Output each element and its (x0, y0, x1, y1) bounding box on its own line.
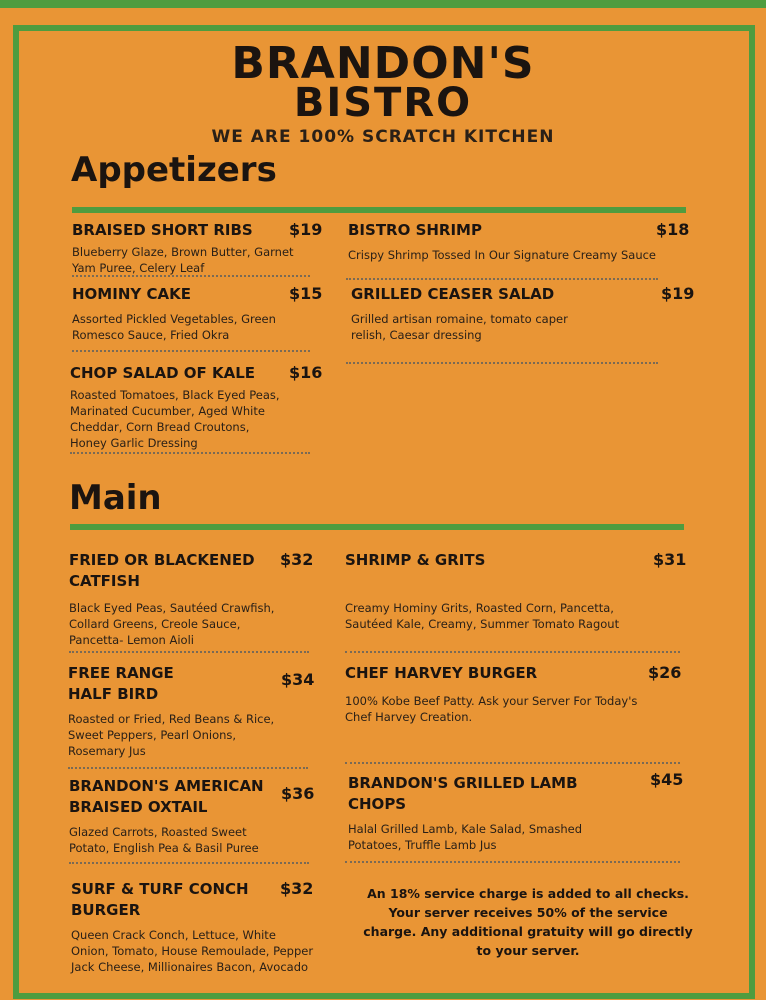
menu-item (68, 663, 318, 759)
item-price: $19 (661, 284, 695, 303)
item-price: $32 (280, 550, 314, 569)
menu-item (345, 663, 685, 725)
tagline: WE ARE 100% SCRATCH KITCHEN (211, 127, 555, 147)
item-price: $32 (280, 879, 314, 898)
menu-item (69, 550, 319, 648)
divider-dots (72, 275, 310, 277)
menu-item (71, 879, 321, 975)
item-name: CHOP SALAD OF KALE (70, 364, 256, 382)
divider-dots (69, 862, 309, 864)
item-description: Black Eyed Peas, Sautéed Crawfish, Collard Greens, Creole Sauce, Pancetta- Lemon Aioli (69, 601, 275, 647)
divider-dots (345, 651, 680, 653)
divider-dots (345, 861, 680, 863)
item-price: $26 (648, 663, 682, 682)
item-name: BRAISED SHORT RIBS (72, 221, 253, 239)
item-price: $18 (656, 220, 690, 239)
item-price: $16 (289, 363, 323, 382)
item-price: $31 (653, 550, 687, 569)
divider-dots (346, 362, 658, 364)
item-description: Crispy Shrimp Tossed In Our Signature Creamy Sauce (348, 248, 657, 262)
item-price: $34 (281, 670, 315, 689)
item-price: $15 (289, 284, 323, 303)
logo-name-line2: BISTRO (293, 80, 473, 126)
item-price: $45 (650, 770, 684, 789)
item-description: Creamy Hominy Grits, Roasted Corn, Pancetta, Sautéed Kale, Creamy, Summer Tomato Ragout (345, 601, 620, 631)
item-name: HOMINY CAKE (72, 285, 191, 303)
item-name: FREE RANGE HALF BIRD (68, 664, 174, 703)
item-description: Queen Crack Conch, Lettuce, White Onion, Tomato, House Remoulade, Pepper Jack Cheese, Millionaires Bacon, Avocado (71, 928, 314, 974)
item-description: 100% Kobe Beef Patty. Ask your Server For Today's Chef Harvey Creation. (345, 694, 638, 724)
menu-item (348, 770, 688, 853)
main-rule (70, 524, 684, 530)
item-name: BISTRO SHRIMP (348, 221, 482, 239)
top-stripe (0, 0, 766, 8)
appetizers-title: Appetizers (71, 150, 277, 190)
menu-item (351, 284, 695, 343)
menu-item (69, 776, 319, 856)
item-description: Roasted or Fried, Red Beans & Rice, Sweet Peppers, Pearl Onions, Rosemary Jus (68, 712, 275, 758)
item-name: SURF & TURF CONCH BURGER (71, 880, 249, 919)
appetizers-rule (72, 207, 686, 213)
menu-item (72, 284, 323, 343)
divider-dots (70, 452, 310, 454)
main-title: Main (69, 478, 162, 518)
item-description: Glazed Carrots, Roasted Sweet Potato, English Pea & Basil Puree (69, 825, 259, 855)
item-description: Assorted Pickled Vegetables, Green Romesco Sauce, Fried Okra (72, 312, 276, 342)
divider-dots (346, 278, 658, 280)
item-description: Halal Grilled Lamb, Kale Salad, Smashed Potatoes, Truffle Lamb Jus (348, 822, 583, 852)
service-charge-note: An 18% service charge is added to all checks. Your server receives 50% of the service charge. Any additional gratuity will go directly to your server. (363, 886, 693, 958)
item-description: Roasted Tomatoes, Black Eyed Peas, Marinated Cucumber, Aged White Cheddar, Corn Bread Croutons, Honey Garlic Dressing (70, 388, 280, 450)
item-name: CHEF HARVEY BURGER (345, 664, 538, 682)
item-description: Blueberry Glaze, Brown Butter, Garnet Yam Puree, Celery Leaf (72, 245, 294, 275)
item-description: Grilled artisan romaine, tomato caper relish, Caesar dressing (351, 312, 568, 342)
item-name: FRIED OR BLACKENED CATFISH (69, 551, 255, 590)
divider-dots (69, 651, 309, 653)
logo-name-line1: BRANDON'S (231, 38, 535, 89)
divider-dots (72, 350, 310, 352)
item-name: BRANDON'S GRILLED LAMB CHOPS (348, 774, 578, 813)
menu-item (72, 220, 323, 276)
divider-dots (68, 767, 308, 769)
divider-dots (345, 762, 680, 764)
menu-item (348, 220, 688, 263)
menu-item (70, 363, 323, 451)
item-name: BRANDON'S AMERICAN BRAISED OXTAIL (69, 777, 264, 816)
item-name: SHRIMP & GRITS (345, 551, 486, 569)
item-price: $19 (289, 220, 323, 239)
menu-item (345, 550, 685, 632)
item-price: $36 (281, 784, 315, 803)
item-name: GRILLED CEASER SALAD (351, 285, 555, 303)
